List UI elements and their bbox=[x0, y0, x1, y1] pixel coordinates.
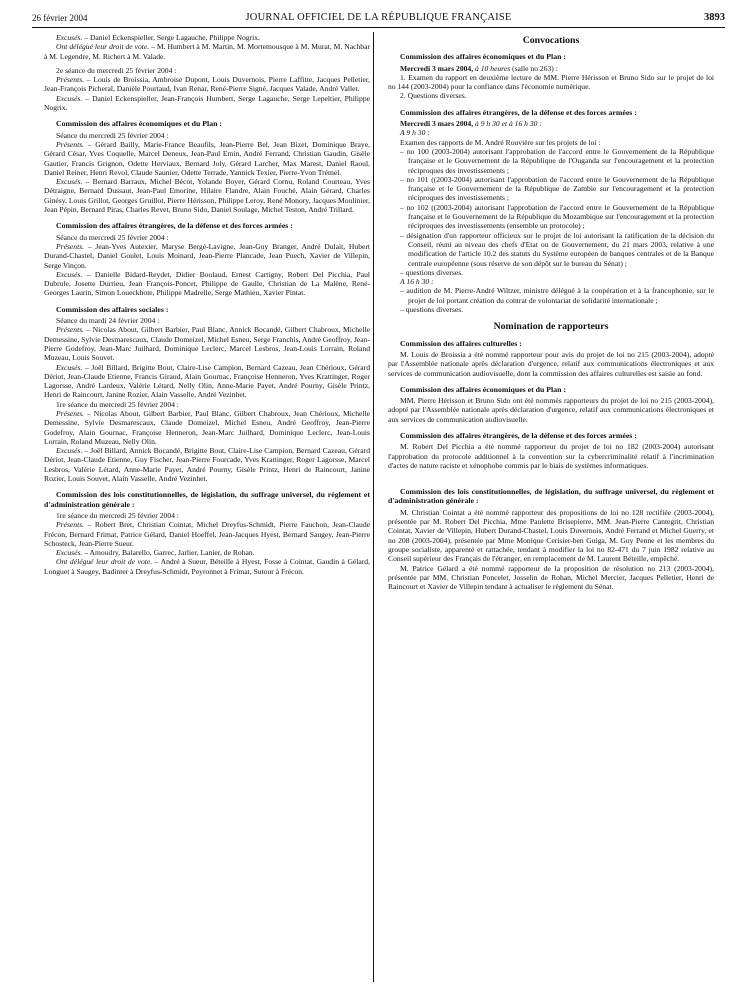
commission-title: Commission des lois constitutionnelles, de législation, du suffrage universel, du règlement et d'administration générale : bbox=[388, 487, 714, 506]
agenda-list-item: – désignation d'un rapporteur officieux sur le projet de loi autorisant la ratification de la décision du Conseil, réuni au niveau des chefs d'Etat ou de Gouvernement, du 21 mars 2003, relative à une modification de l'article 10.2 des statuts du Système européen de banques centrales et de la Banque centrale européenne (sous réserve de son dépôt sur le bureau du Sénat) ; bbox=[400, 230, 714, 268]
excuses-paragraph: Excusés. – Joël Billard, Brigitte Bout, Claire-Lise Campion, Bernard Cazeau, Jean Chérioux, Gérard Dériot, Jean-Claude Etienne, Francis Giraud, Alain Gournac, Françoise Henneron, Yves Krattinger, Roger Lagorsse, André Lardeux, Valérie Létard, Nelly Olin, Anne-Marie Payet, André Pourny, Gisèle Printz, Henri de Raincourt, Janine Rozier, Alain Vasselle, André Vezinhet. bbox=[44, 362, 370, 400]
presents-paragraph: Présents. – Jean-Yves Autexier, Maryse Bergé-Lavigne, Jean-Guy Branger, André Dulait, Hubert Durand-Chastel, Daniel Goulet, Louis Moinard, Jean-Pierre Plancade, Jean Puech, Xavier de Villepin, Serge Vinçon. bbox=[44, 241, 370, 270]
page-header bbox=[32, 13, 725, 28]
agenda-list-item: – questions diverses. bbox=[400, 305, 464, 315]
commission-title: Commission des affaires culturelles : bbox=[400, 338, 522, 348]
time-heading: A 16 h 30 : bbox=[400, 277, 434, 287]
meeting-date: Mercredi 3 mars 2004, à 9 h 30 et à 16 h 30 : bbox=[400, 119, 542, 129]
commission-title: Commission des affaires étrangères, de la défense et des forces armées : bbox=[400, 430, 637, 440]
presents-paragraph: Présents. – Robert Bret, Christian Cointat, Michel Dreyfus-Schmidt, Pierre Fauchon, Jean-Claude Frécon, Bernard Frimat, Patrice Gélard, Daniel Hoeffel, Jean-Jacques Hyest, Bernard Saugey, Jean-Pierre Schosteck, Jean-Pierre Sueur. bbox=[44, 520, 370, 548]
page-number: 3893 bbox=[704, 12, 725, 23]
commission-title: Commission des lois constitutionnelles, de législation, du suffrage universel, du règlement et d'administration générale : bbox=[44, 490, 370, 509]
agenda-list bbox=[388, 147, 714, 277]
nomination-text: M. Louis de Broissia a été nommé rapporteur pour avis du projet de loi no 215 (2003-2004), adopté par l'Assemblée nationale après déclaration d'urgence, relatif aux communications électroniques et aux services de communication audiovisuelle, dont la commission des affaires culturelles est saisie au fond. bbox=[388, 349, 714, 378]
commission-title: Commission des affaires étrangères, de la défense et des forces armées : bbox=[400, 107, 637, 117]
header-date: 26 février 2004 bbox=[32, 13, 88, 23]
agenda-item: 2. Questions diverses. bbox=[400, 91, 467, 101]
commission-title: Commission des affaires sociales : bbox=[56, 304, 169, 314]
nomination-text: MM. Pierre Hérisson et Bruno Sido ont été nommés rapporteurs du projet de loi no 215 (2003-2004), adopté par l'Assemblée nationale après déclaration d'urgence, relatif aux communications électroniques et aux services de communication audiovisuelle. bbox=[388, 396, 714, 424]
agenda-item: 1. Examen du rapport en deuxième lecture de MM. Pierre Hérisson et Bruno Sido sur le projet de loi no 144 (2003-2004) pour la confiance dans l'économie numérique. bbox=[388, 72, 714, 92]
seance-heading: 1re séance du mercredi 25 février 2004 : bbox=[56, 510, 179, 520]
presents-paragraph: Présents. – Louis de Broissia, Ambroise Dupont, Louis Duvernois, Pierre Laffitte, Jacques Pelletier, Jean-François Picheral, Danièle Pourtaud, Ivan Renar, René-Pierre Signé, Jacques Valade, André Vallet. bbox=[44, 75, 370, 94]
left-column bbox=[44, 33, 370, 576]
commission-title: Commission des affaires économiques et du Plan : bbox=[400, 384, 566, 394]
commission-title: Commission des affaires économiques et du Plan : bbox=[400, 52, 566, 62]
nomination-text: M. Robert Del Picchia a été nommé rapporteur du projet de loi no 182 (2003-2004) autorisant l'approbation du protocole additionnel à la convention sur la cybercriminalité relatif à l'incrimination d'actes de nature raciste et xénophobe commis par le biais de systèmes informatiques. bbox=[388, 442, 714, 470]
right-column bbox=[388, 33, 714, 591]
commission-title: Commission des affaires étrangères, de la défense et des forces armées : bbox=[56, 221, 293, 231]
excuses-paragraph: Excusés. – Amoudry, Balarello, Garrec, Jarlier, Lanier, de Rohan. bbox=[56, 548, 255, 558]
nomination-text: M. Christian Cointat a été nommé rapporteur des propositions de loi no 128 rectifiée (2003-2004), présentée par M. Robert Del Picchia, Mme Paulette Brisepierre, MM. Jean-Pierre Cantegrit, Christian Cointat, Xavier de Villepin, Hubert Durand-Chastel, Louis Duvernois, André Ferrand et Michel Guerry, et no 208 (2003-2004), présentée par Mme Monique Cerisier-ben Guiga, M. Guy Penne et les membres du groupe socialiste, apparenté et rattachée, tendant à modifier la loi no 82-471 du 7 juin 1982 relative au Conseil supérieur des Français de l'étranger, en remplacement de M. Laurent Béteille, empêché. bbox=[388, 507, 714, 564]
delegation-paragraph: Ont délégué leur droit de vote. – André à Sueur, Béteille à Hyest, Fosse à Cointat, Gaudin à Gélard, Longuet à Saugey, Badinter à Dreyfus-Schmidt, Peyronnet à Frimat, Sutour à Frécon. bbox=[44, 557, 370, 576]
agenda-list-item: – no 101 ((2003-2004) autorisant l'approbation de l'accord entre le Gouvernement de la République française et le Gouvernement de la République de Zambie sur l'encouragement et la protection réciproques des investissements ; bbox=[400, 174, 714, 203]
presents-paragraph: Présents. – Nicolas About, Gilbert Barbier, Paul Blanc, Gilbert Chabroux, Jean Chérioux, Michelle Demessine, Sylvie Desmarescaux, Claude Domeizel, Michel Esneu, André Geoffroy, Jean-Pierre Godefroy, Alain Gournac, Françoise Henneron, Jean-Marc Juilhard, Dominique Leclerc, Jean-Louis Lorrain, Roland Muzeau, Nelly Olin. bbox=[44, 408, 370, 446]
time-heading: A 9 h 30 : bbox=[400, 128, 430, 138]
seance-heading: 2e séance du mercredi 25 février 2004 : bbox=[56, 65, 177, 75]
delegation-paragraph: Ont délégué leur droit de vote. – M. Humbert à M. Martin, M. Mortemousque à M. Murat, M. Nachbar à M. Legendre, M. Richert à M. Valade. bbox=[44, 42, 370, 61]
agenda-list bbox=[388, 286, 714, 314]
seance-heading: 1re séance du mercredi 25 février 2004 : bbox=[56, 399, 179, 409]
column-divider bbox=[373, 32, 374, 982]
commission-title: Commission des affaires économiques et du Plan : bbox=[56, 119, 222, 129]
seance-heading: Séance du mercredi 25 février 2004 : bbox=[56, 130, 169, 140]
excuses-paragraph: Excusés. – Danielle Bidard-Reydet, Didier Boulaud, Ernest Cartigny, Robert Del Picchia, Paul Dubrule, Josette Durrieu, Jean François-Poncet, Philippe de Gaulle, Christian de La Malène, René-Georges Laurin, Simon Loueckhote, Philippe Madrelle, Serge Mathieu, Xavier Pintat. bbox=[44, 269, 370, 298]
agenda-intro: Examen des rapports de M. André Rouvière sur les projets de loi : bbox=[400, 137, 601, 147]
excuses-paragraph: Excusés. – Joël Billard, Annick Bocandé, Brigitte Bout, Claire-Lise Campion, Bernard Cazeau, Gérard Dériot, Jean-Claude Etienne, Guy Fischer, Jean-Pierre Fourcade, Yves Krattinger, Roger Lagorsse, Marcel Lesbros, Valérie Létard, Anne-Marie Payet, André Pourny, Gisèle Printz, Henri de Raincourt, Janine Rozier, Louis Souvet, Alain Vasselle, André Vezinhet. bbox=[44, 446, 370, 484]
seance-heading: Séance du mercredi 25 février 2004 : bbox=[56, 232, 169, 242]
agenda-list-item: – no 102 ((2003-2004) autorisant l'approbation de l'accord entre le Gouvernement de la République française et le Gouvernement de la République du Mozambique sur l'encouragement et la protection réciproques des investissements (ensemble un protocole) ; bbox=[400, 202, 714, 231]
agenda-list-item: – questions diverses. bbox=[400, 267, 464, 277]
meeting-date: Mercredi 3 mars 2004, à 10 heures (salle no 263) : bbox=[400, 63, 558, 73]
excuses-paragraph: Excusés. – Daniel Eckenspieller, Serge Lagauche, Philippe Nogrix. bbox=[56, 33, 260, 42]
section-title: Nomination de rapporteurs bbox=[493, 321, 609, 333]
journal-title: JOURNAL OFFICIEL DE LA RÉPUBLIQUE FRANÇAISE bbox=[245, 12, 512, 23]
seance-heading: Séance du mardi 24 février 2004 : bbox=[56, 316, 160, 326]
agenda-list-item: – no 100 (2003-2004) autorisant l'approbation de l'accord entre le Gouvernement de la République française et le Gouvernement de la République de l'Ouganda sur l'encouragement et la protection réciproques des investissements ; bbox=[400, 146, 714, 175]
excuses-paragraph: Excusés. – Bernard Barraux, Michel Bécot, Yolande Boyer, Gérard Cornu, Roland Courteau, Yves Détraigne, Bernard Dussaut, Jean-Paul Emorine, Hilaire Flandre, Alain Fouché, Alain Gérard, Charles Ginésy, Louis Grillot, Georges Gruillot, Pierre Hérisson, Philippe Leroy, René Monory, Jacques Moulinier, Jean Pépin, Bernard Piras, Charles Revet, Bruno Sido, Daniel Soulage, Michel Teston, André Trillard. bbox=[44, 177, 370, 215]
section-title: Convocations bbox=[522, 35, 580, 46]
agenda-list-item: – audition de M. Pierre-André Wiltzer, ministre délégué à la coopération et à la francophonie, sur le projet de loi portant création du contrat de volontariat de solidarité internationale ; bbox=[400, 286, 714, 305]
presents-paragraph: Présents. – Nicolas About, Gilbert Barbier, Paul Blanc, Annick Bocandé, Gilbert Chabroux, Michelle Demessine, Sylvie Desmarescaux, Claude Domeizel, Michel Esneu, Serge Franchis, André Geoffroy, Jean-Pierre Godefroy, Jean-Marc Juilhard, Dominique Leclerc, Marcel Lesbros, Jean-Louis Lorrain, Roland Muzeau, Louis Souvet. bbox=[44, 325, 370, 363]
nomination-text: M. Patrice Gélard a été nommé rapporteur de la proposition de résolution no 213 (2003-2004), présentée par MM. Christian Poncelet, Josselin de Rohan, Michel Mercier, Jacques Pelletier, Henri de Raincourt et Xavier de Villepin tendant à actualiser le règlement du Sénat. bbox=[388, 563, 714, 592]
presents-paragraph: Présents. – Gérard Bailly, Marie-France Beaufils, Jean-Pierre Bel, Jean Bizet, Dominique Braye, Gérard César, Yves Coquelle, Marcel Deneux, Jean-Paul Emin, André Ferrand, Christian Gaudin, Gisèle Gautier, Francis Grignon, Odette Herviaux, Bernard Joly, Gérard Larcher, Max Marest, Daniel Raoul, Daniel Reiner, Henri Revol, Claude Saunier, Odette Terrade, Yannick Texier, Pierre-Yvon Trémel. bbox=[44, 139, 370, 177]
excuses-paragraph: Excusés. – Daniel Eckenspieller, Jean-François Humbert, Serge Lagauche, Serge Lepeltier, Philippe Nogrix. bbox=[44, 93, 370, 113]
